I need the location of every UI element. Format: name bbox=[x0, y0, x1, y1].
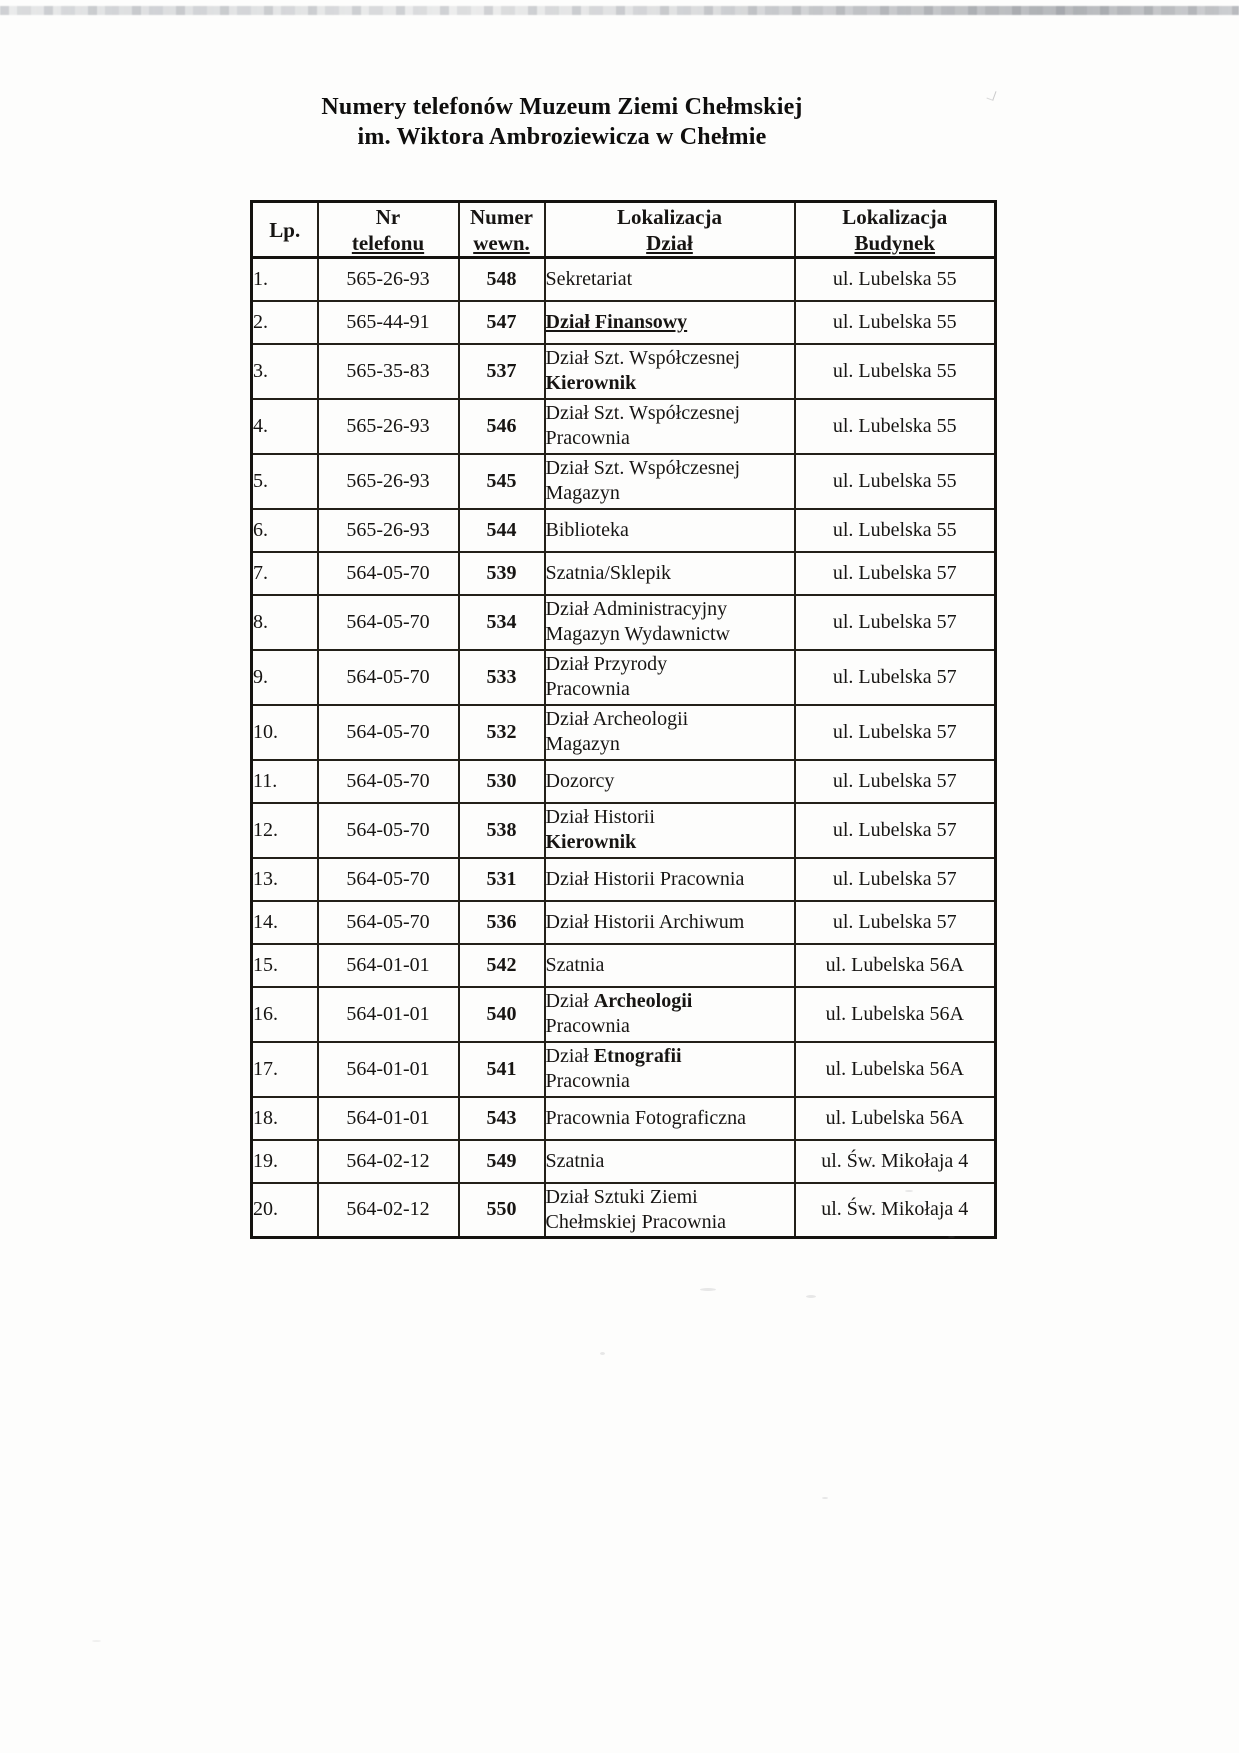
cell-lp: 7. bbox=[252, 552, 318, 595]
cell-extension: 542 bbox=[459, 944, 545, 987]
cell-phone-number: 565-26-93 bbox=[318, 509, 459, 552]
table-row bbox=[252, 858, 996, 901]
header-department-line2: Dział bbox=[646, 230, 693, 255]
cell-department bbox=[545, 944, 795, 987]
cell-department bbox=[545, 509, 795, 552]
cell-building: ul. Lubelska 57 bbox=[795, 803, 996, 858]
cell-department bbox=[545, 987, 795, 1042]
header-lp-label: Lp. bbox=[269, 217, 301, 242]
header-extension-line1: Numer bbox=[470, 204, 533, 229]
cell-extension: 543 bbox=[459, 1097, 545, 1140]
cell-extension: 544 bbox=[459, 509, 545, 552]
table-row bbox=[252, 454, 996, 509]
cell-phone-number: 564-02-12 bbox=[318, 1140, 459, 1183]
cell-phone-number: 565-26-93 bbox=[318, 399, 459, 454]
header-row bbox=[252, 202, 996, 258]
cell-phone-number: 564-05-70 bbox=[318, 552, 459, 595]
cell-building: ul. Lubelska 56A bbox=[795, 1042, 996, 1097]
cell-lp: 9. bbox=[252, 650, 318, 705]
cell-lp: 8. bbox=[252, 595, 318, 650]
department-line: Szatnia bbox=[545, 953, 605, 976]
cell-lp: 14. bbox=[252, 901, 318, 944]
department-line: Pracownia bbox=[545, 427, 630, 449]
cell-department bbox=[545, 858, 795, 901]
cell-department bbox=[545, 552, 795, 595]
table-row bbox=[252, 1183, 996, 1238]
cell-department bbox=[545, 595, 795, 650]
cell-extension: 530 bbox=[459, 760, 545, 803]
table-row bbox=[252, 258, 996, 301]
department-line: Szatnia bbox=[545, 1149, 605, 1172]
cell-department bbox=[545, 454, 795, 509]
cell-extension: 533 bbox=[459, 650, 545, 705]
table-row bbox=[252, 344, 996, 399]
cell-department bbox=[545, 399, 795, 454]
scan-artifact-top-band bbox=[0, 6, 1239, 15]
header-extension-line2: wewn. bbox=[473, 230, 530, 255]
header-building-line1: Lokalizacja bbox=[842, 204, 948, 229]
header-location-building bbox=[795, 202, 996, 258]
cell-extension: 538 bbox=[459, 803, 545, 858]
department-line: Dział Sztuki Ziemi bbox=[545, 1185, 698, 1208]
table-row bbox=[252, 944, 996, 987]
department-line: Pracownia bbox=[545, 1015, 630, 1037]
cell-phone-number: 564-05-70 bbox=[318, 595, 459, 650]
department-line: Dział Historii bbox=[545, 806, 655, 828]
cell-lp: 20. bbox=[252, 1183, 318, 1238]
cell-lp: 5. bbox=[252, 454, 318, 509]
cell-building: ul. Lubelska 57 bbox=[795, 650, 996, 705]
department-line: Pracownia bbox=[545, 678, 630, 700]
table-row bbox=[252, 1140, 996, 1183]
cell-phone-number: 564-05-70 bbox=[318, 760, 459, 803]
cell-extension: 550 bbox=[459, 1183, 545, 1238]
scan-speck bbox=[948, 1236, 955, 1238]
cell-phone-number: 564-05-70 bbox=[318, 705, 459, 760]
cell-lp: 13. bbox=[252, 858, 318, 901]
cell-lp: 3. bbox=[252, 344, 318, 399]
scan-speck bbox=[822, 1497, 828, 1499]
cell-building: ul. Lubelska 55 bbox=[795, 344, 996, 399]
cell-department bbox=[545, 901, 795, 944]
cell-lp: 2. bbox=[252, 301, 318, 344]
header-phone-line2: telefonu bbox=[351, 230, 425, 255]
department-line: Dział Szt. Współczesnej bbox=[545, 402, 741, 424]
table-body bbox=[252, 258, 996, 1238]
department-line: Kierownik bbox=[545, 831, 637, 853]
cell-extension: 540 bbox=[459, 987, 545, 1042]
department-line: Dział Szt. Współczesnej bbox=[545, 347, 741, 369]
table-row bbox=[252, 987, 996, 1042]
cell-building: ul. Św. Mikołaja 4 bbox=[795, 1140, 996, 1183]
cell-department bbox=[545, 705, 795, 760]
cell-phone-number: 565-26-93 bbox=[318, 454, 459, 509]
scan-speck bbox=[806, 1295, 816, 1298]
cell-phone-number: 565-35-83 bbox=[318, 344, 459, 399]
header-extension bbox=[459, 202, 545, 258]
title-line-2: im. Wiktora Ambroziewicza w Chełmie bbox=[357, 124, 767, 150]
cell-building: ul. Lubelska 55 bbox=[795, 399, 996, 454]
cell-lp: 4. bbox=[252, 399, 318, 454]
department-line: Biblioteka bbox=[545, 518, 629, 541]
cell-phone-number: 564-01-01 bbox=[318, 1097, 459, 1140]
cell-lp: 16. bbox=[252, 987, 318, 1042]
department-line: Dział Archeologii bbox=[545, 990, 693, 1012]
cell-building: ul. Lubelska 57 bbox=[795, 760, 996, 803]
cell-extension: 541 bbox=[459, 1042, 545, 1097]
cell-phone-number: 565-26-93 bbox=[318, 258, 459, 301]
cell-phone-number: 564-02-12 bbox=[318, 1183, 459, 1238]
cell-department bbox=[545, 760, 795, 803]
cell-extension: 545 bbox=[459, 454, 545, 509]
table-row bbox=[252, 552, 996, 595]
department-line: Magazyn bbox=[545, 733, 620, 755]
cell-extension: 532 bbox=[459, 705, 545, 760]
cell-lp: 18. bbox=[252, 1097, 318, 1140]
table-row bbox=[252, 595, 996, 650]
table-row bbox=[252, 1042, 996, 1097]
department-line: Dział Etnografii bbox=[545, 1045, 682, 1067]
cell-building: ul. Lubelska 57 bbox=[795, 901, 996, 944]
cell-department bbox=[545, 258, 795, 301]
cell-phone-number: 564-05-70 bbox=[318, 901, 459, 944]
header-phone-line1: Nr bbox=[375, 204, 401, 229]
header-phone-number bbox=[318, 202, 459, 258]
table-row bbox=[252, 301, 996, 344]
department-line: Dział Historii Pracownia bbox=[545, 867, 745, 890]
department-line: Pracownia Fotograficzna bbox=[545, 1106, 746, 1129]
scan-speck bbox=[600, 1352, 605, 1355]
cell-extension: 536 bbox=[459, 901, 545, 944]
phone-directory-table bbox=[250, 200, 997, 1239]
cell-lp: 15. bbox=[252, 944, 318, 987]
cell-lp: 12. bbox=[252, 803, 318, 858]
cell-lp: 6. bbox=[252, 509, 318, 552]
cell-phone-number: 564-01-01 bbox=[318, 944, 459, 987]
cell-extension: 531 bbox=[459, 858, 545, 901]
cell-department bbox=[545, 344, 795, 399]
department-line: Dział Archeologii bbox=[545, 708, 689, 730]
header-lp bbox=[252, 202, 318, 258]
cell-department bbox=[545, 803, 795, 858]
cell-building: ul. Lubelska 55 bbox=[795, 454, 996, 509]
table-row bbox=[252, 650, 996, 705]
cell-department bbox=[545, 650, 795, 705]
cell-lp: 11. bbox=[252, 760, 318, 803]
cell-building: ul. Św. Mikołaja 4 bbox=[795, 1183, 996, 1238]
cell-building: ul. Lubelska 57 bbox=[795, 858, 996, 901]
cell-extension: 549 bbox=[459, 1140, 545, 1183]
document-title bbox=[0, 92, 1124, 152]
cell-building: ul. Lubelska 56A bbox=[795, 944, 996, 987]
department-line: Dział Finansowy bbox=[545, 310, 688, 333]
cell-lp: 17. bbox=[252, 1042, 318, 1097]
table-row bbox=[252, 399, 996, 454]
scan-speck bbox=[905, 1190, 913, 1192]
cell-building: ul. Lubelska 55 bbox=[795, 509, 996, 552]
department-line: Pracownia bbox=[545, 1070, 630, 1092]
cell-building: ul. Lubelska 55 bbox=[795, 301, 996, 344]
scan-speck bbox=[92, 1640, 101, 1642]
cell-extension: 537 bbox=[459, 344, 545, 399]
cell-lp: 10. bbox=[252, 705, 318, 760]
cell-phone-number: 564-01-01 bbox=[318, 987, 459, 1042]
cell-phone-number: 564-05-70 bbox=[318, 650, 459, 705]
cell-department bbox=[545, 1140, 795, 1183]
title-line-1: Numery telefonów Muzeum Ziemi Chełmskiej bbox=[321, 94, 803, 120]
cell-extension: 548 bbox=[459, 258, 545, 301]
table-row bbox=[252, 1097, 996, 1140]
table-row bbox=[252, 803, 996, 858]
department-line: Dział Historii Archiwum bbox=[545, 910, 745, 933]
cell-extension: 547 bbox=[459, 301, 545, 344]
department-line: Dział Administracyjny bbox=[545, 598, 728, 620]
table-row bbox=[252, 901, 996, 944]
department-line: Dozorcy bbox=[545, 769, 615, 792]
department-line: Dział Szt. Współczesnej bbox=[545, 457, 741, 479]
department-line: Dział Przyrody bbox=[545, 653, 668, 675]
department-line: Szatnia/Sklepik bbox=[545, 561, 672, 584]
cell-phone-number: 564-05-70 bbox=[318, 858, 459, 901]
department-line: Magazyn Wydawnictw bbox=[545, 623, 730, 645]
department-line: Chełmskiej Pracownia bbox=[545, 1210, 727, 1233]
cell-extension: 546 bbox=[459, 399, 545, 454]
header-department-line1: Lokalizacja bbox=[617, 204, 722, 229]
cell-department bbox=[545, 1183, 795, 1238]
cell-department bbox=[545, 1097, 795, 1140]
cell-building: ul. Lubelska 57 bbox=[795, 705, 996, 760]
cell-building: ul. Lubelska 55 bbox=[795, 258, 996, 301]
scan-speck bbox=[700, 1288, 716, 1291]
cell-extension: 539 bbox=[459, 552, 545, 595]
header-building-line2: Budynek bbox=[854, 230, 936, 255]
table-row bbox=[252, 760, 996, 803]
cell-building: ul. Lubelska 57 bbox=[795, 552, 996, 595]
cell-phone-number: 565-44-91 bbox=[318, 301, 459, 344]
cell-phone-number: 564-01-01 bbox=[318, 1042, 459, 1097]
header-location-department bbox=[545, 202, 795, 258]
department-line: Sekretariat bbox=[545, 267, 633, 290]
department-line: Magazyn bbox=[545, 482, 620, 504]
cell-lp: 19. bbox=[252, 1140, 318, 1183]
table-row bbox=[252, 705, 996, 760]
cell-building: ul. Lubelska 57 bbox=[795, 595, 996, 650]
cell-building: ul. Lubelska 56A bbox=[795, 987, 996, 1042]
cell-extension: 534 bbox=[459, 595, 545, 650]
cell-lp: 1. bbox=[252, 258, 318, 301]
cell-building: ul. Lubelska 56A bbox=[795, 1097, 996, 1140]
table-row bbox=[252, 509, 996, 552]
cell-phone-number: 564-05-70 bbox=[318, 803, 459, 858]
department-line: Kierownik bbox=[545, 372, 637, 394]
cell-department bbox=[545, 301, 795, 344]
cell-department bbox=[545, 1042, 795, 1097]
